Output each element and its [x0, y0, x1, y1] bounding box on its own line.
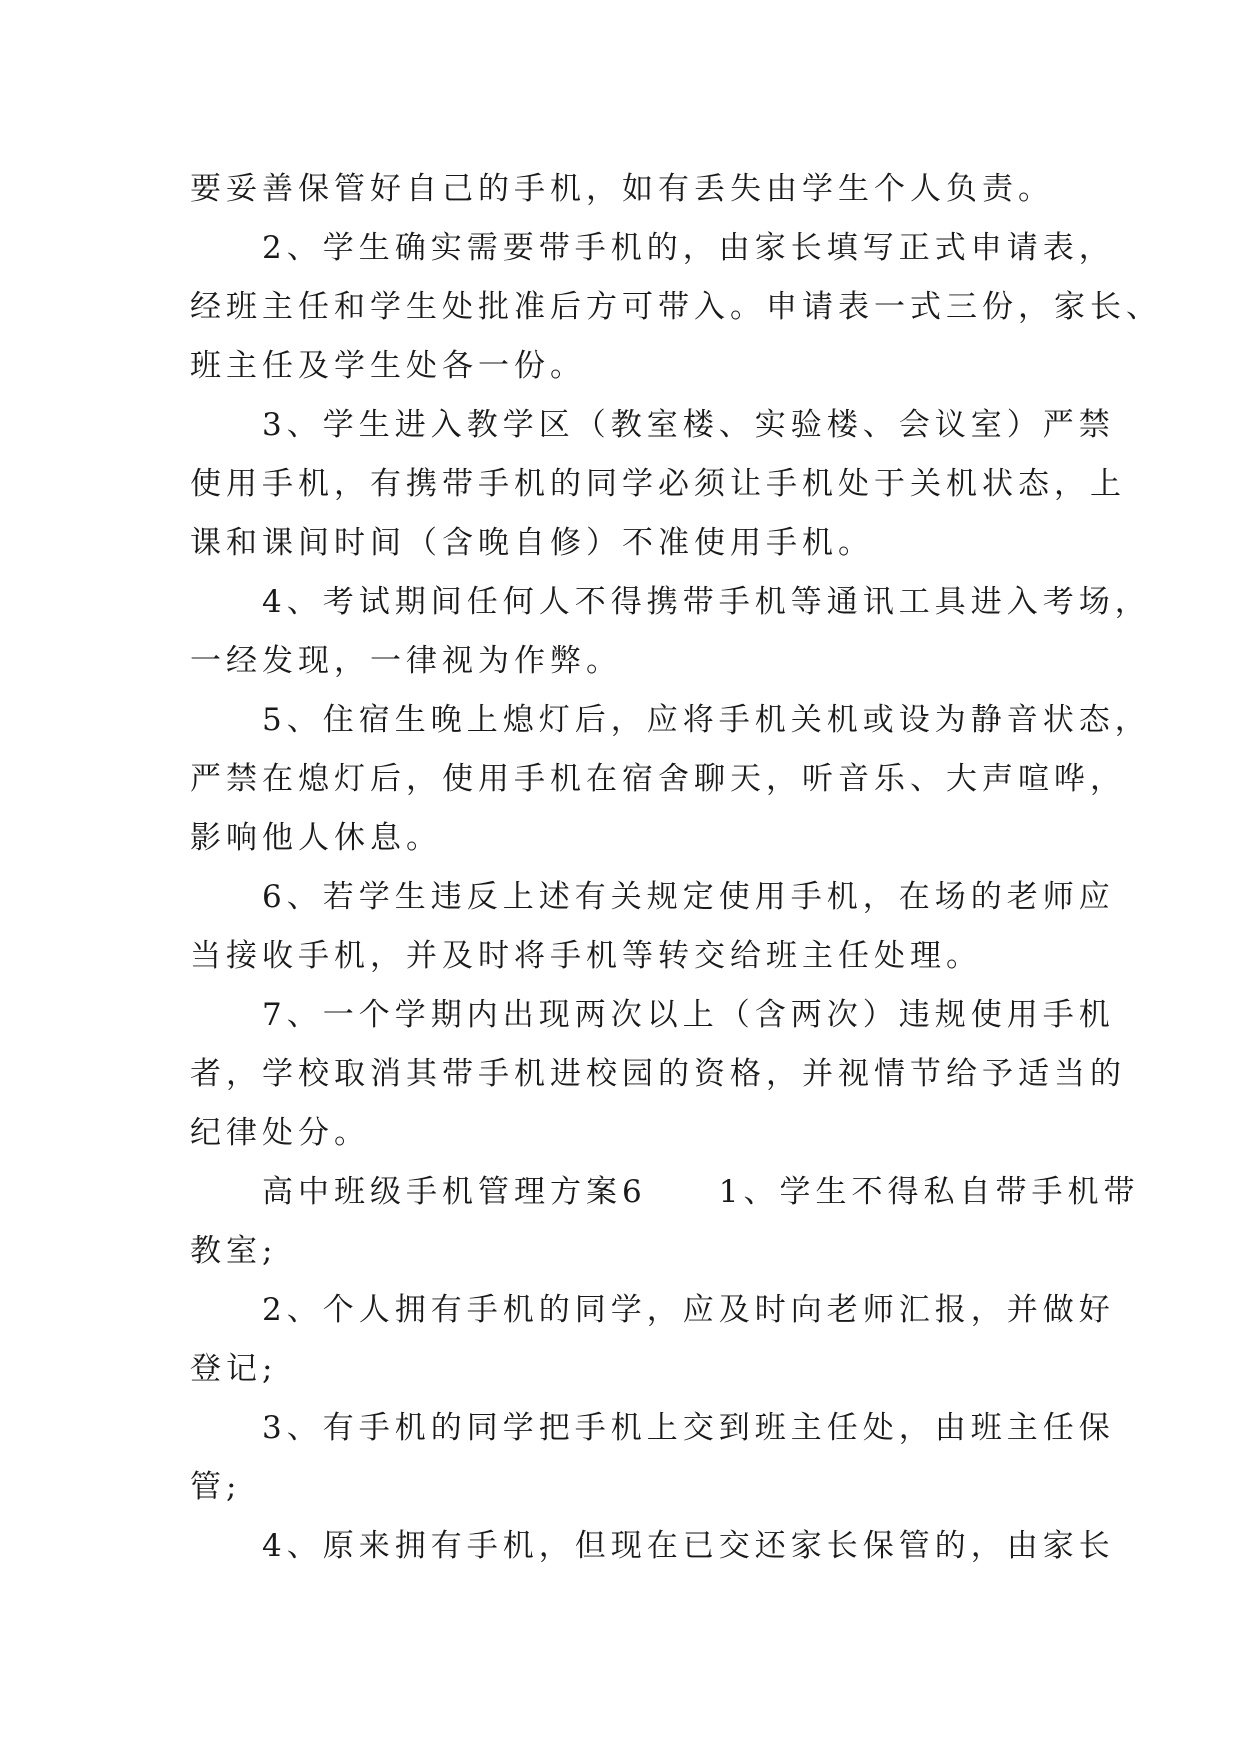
text-line: 班主任及学生处各一份。 [190, 348, 586, 384]
text-line: 教室; [190, 1233, 278, 1269]
text-line: 要妥善保管好自己的手机，如有丢失由学生个人负责。 [190, 171, 1054, 207]
text-line: 2、学生确实需要带手机的，由家长填写正式申请表， [190, 230, 1115, 266]
text-line: 经班主任和学生处批准后方可带入。申请表一式三份，家长、 [190, 289, 1162, 325]
text-line: 3、学生进入教学区（教室楼、实验楼、会议室）严禁 [190, 407, 1115, 443]
document-body [190, 160, 1162, 1576]
text-line: 一经发现，一律视为作弊。 [190, 643, 622, 679]
text-line: 登记; [190, 1351, 278, 1387]
text-line: 者，学校取消其带手机进校园的资格，并视情节给予适当的 [190, 1056, 1126, 1092]
text-line: 4、考试期间任何人不得携带手机等通讯工具进入考场， [190, 584, 1151, 620]
text-line: 课和课间时间（含晚自修）不准使用手机。 [190, 525, 874, 561]
text-line: 4、原来拥有手机，但现在已交还家长保管的，由家长 [190, 1528, 1115, 1564]
text-line: 影响他人休息。 [190, 820, 442, 856]
text-line: 3、有手机的同学把手机上交到班主任处，由班主任保 [190, 1410, 1115, 1446]
text-line: 严禁在熄灯后，使用手机在宿舍聊天，听音乐、大声喧哗， [190, 761, 1126, 797]
text-line: 使用手机，有携带手机的同学必须让手机处于关机状态，上 [190, 466, 1126, 502]
text-line: 2、个人拥有手机的同学，应及时向老师汇报，并做好 [190, 1292, 1115, 1328]
text-line: 管; [190, 1469, 242, 1505]
text-line: 当接收手机，并及时将手机等转交给班主任处理。 [190, 938, 982, 974]
text-line: 纪律处分。 [190, 1115, 370, 1151]
text-line: 高中班级手机管理方案6 1、学生不得私自带手机带 [190, 1174, 1140, 1210]
text-line: 5、住宿生晚上熄灯后，应将手机关机或设为静音状态， [190, 702, 1151, 738]
text-line: 7、一个学期内出现两次以上（含两次）违规使用手机 [190, 997, 1115, 1033]
text-line: 6、若学生违反上述有关规定使用手机，在场的老师应 [190, 879, 1115, 915]
